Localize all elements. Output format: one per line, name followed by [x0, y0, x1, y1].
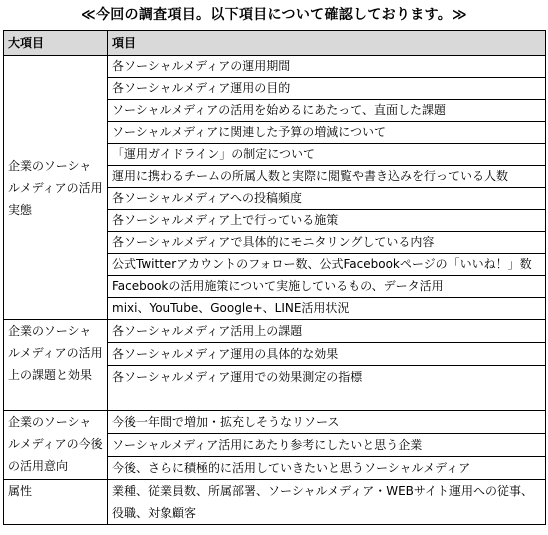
category-cell: 企業のソーシャルメディアの活用上の課題と効果: [4, 320, 108, 411]
item-cell: 運用に携わるチームの所属人数と実際に閲覧や書き込みを行っている人数: [108, 166, 546, 188]
item-cell: 各ソーシャルメディア運用での効果測定の指標: [108, 366, 546, 411]
header-category: 大項目: [4, 31, 108, 56]
page-title: ≪今回の調査項目。以下項目について確認しております。≫: [80, 7, 467, 23]
item-cell: 各ソーシャルメディア活用上の課題: [108, 320, 546, 343]
item-cell: ソーシャルメディアに関連した予算の増減について: [108, 122, 546, 144]
item-cell: 「運用ガイドライン」の制定について: [108, 144, 546, 166]
item-cell: 各ソーシャルメディア上で行っている施策: [108, 210, 546, 232]
category-cell: 属性: [4, 480, 108, 525]
item-cell: Facebookの活用施策について実施しているもの、データ活用: [108, 276, 546, 298]
item-cell: 今後、さらに積極的に活用していきたいと思うソーシャルメディア: [108, 457, 546, 480]
item-cell: 今後一年間で増加・拡充しそうなリソース: [108, 411, 546, 434]
item-cell: 各ソーシャルメディア運用の目的: [108, 78, 546, 100]
item-cell: 業種、従業員数、所属部署、ソーシャルメディア・WEBサイト運用への従事、役職、対象顧客: [108, 480, 546, 525]
item-cell: ソーシャルメディアの活用を始めるにあたって、直面した課題: [108, 100, 546, 122]
item-cell: mixi、YouTube、Google+、LINE活用状況: [108, 298, 546, 320]
item-cell: ソーシャルメディア活用にあたり参考にしたいと思う企業: [108, 434, 546, 457]
item-cell: 各ソーシャルメディア運用の具体的な効果: [108, 343, 546, 366]
table-header-row: [4, 31, 546, 56]
header-item: 項目: [108, 31, 546, 56]
item-cell: 各ソーシャルメディアの運用期間: [108, 56, 546, 78]
category-cell: 企業のソーシャルメディアの活用実態: [4, 56, 108, 320]
survey-items-table: [3, 30, 546, 525]
item-cell: 各ソーシャルメディアへの投稿頻度: [108, 188, 546, 210]
table-row: [4, 480, 546, 525]
category-cell: 企業のソーシャルメディアの今後の活用意向: [4, 411, 108, 480]
item-cell: 各ソーシャルメディアで具体的にモニタリングしている内容: [108, 232, 546, 254]
item-cell: 公式Twitterアカウントのフォロー数、公式Facebookページの「いいね！」数: [108, 254, 546, 276]
table-row: [4, 56, 546, 78]
table-row: [4, 411, 546, 434]
table-row: [4, 320, 546, 343]
